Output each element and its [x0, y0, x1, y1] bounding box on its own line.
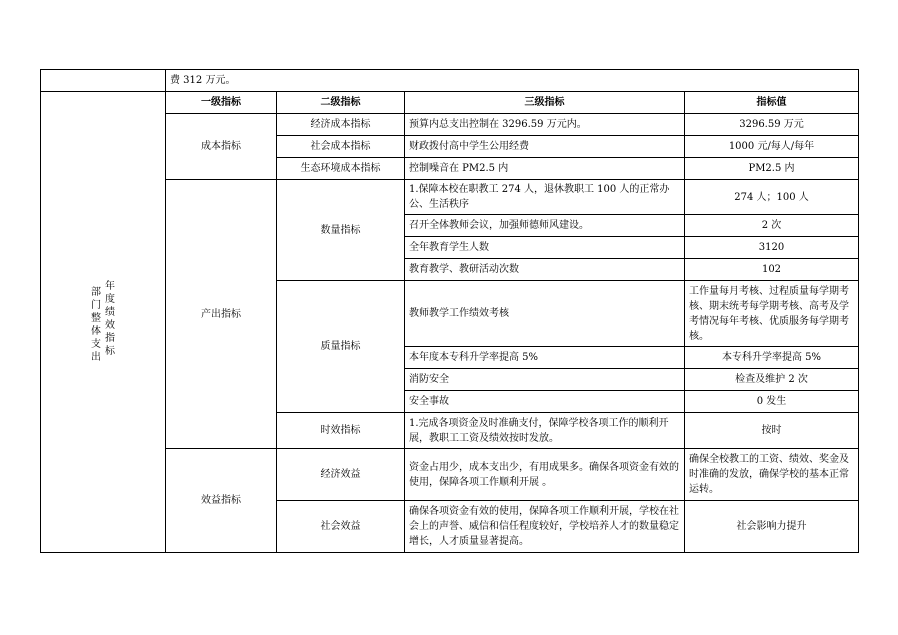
vertical-char: 年 — [105, 281, 115, 292]
value-cell: 0 发生 — [685, 391, 859, 413]
level3-cell: 确保各项资金有效的使用，保障各项工作顺利开展，学校在社会上的声誉、威信和信任程度较好，学校培养人才的数量稳定增长，人才质量显著提高。 — [405, 501, 685, 553]
level3-cell: 教育教学、教研活动次数 — [405, 259, 685, 281]
level3-cell: 控制噪音在 PM2.5 内 — [405, 158, 685, 180]
level2-cell: 生态环境成本指标 — [277, 158, 405, 180]
level3-cell: 财政拨付高中学生公用经费 — [405, 136, 685, 158]
value-cell: 3296.59 万元 — [685, 114, 859, 136]
value-cell: 工作量每月考核、过程质量每学期考核、期末统考每学期考核、高考及学考情况每年考核、优质服务每学期考核。 — [685, 281, 859, 347]
level3-cell: 1.完成各项资金及时准确支付，保障学校各项工作的顺利开展，教职工工资及绩效按时发放。 — [405, 413, 685, 449]
level2-quality: 质量指标 — [277, 281, 405, 413]
vertical-char: 门 — [91, 300, 101, 311]
level2-cell: 社会成本指标 — [277, 136, 405, 158]
table-row — [41, 70, 859, 92]
level3-cell: 教师教学工作绩效考核 — [405, 281, 685, 347]
vertical-char: 指 — [105, 333, 115, 344]
side-label-col-b — [105, 280, 115, 364]
vertical-char: 效 — [105, 320, 115, 331]
side-label-cell — [41, 92, 166, 553]
level3-cell: 本年度本专科升学率提高 5% — [405, 347, 685, 369]
level3-cell: 资金占用少，成本支出少，有用成果多。确保各项资金有效的使用，保障各项工作顺利开展 。 — [405, 449, 685, 501]
vertical-char: 出 — [91, 352, 101, 363]
performance-table — [40, 69, 859, 553]
vertical-char: 绩 — [105, 307, 115, 318]
value-cell: 3120 — [685, 237, 859, 259]
value-cell: 本专科升学率提高 5% — [685, 347, 859, 369]
value-cell: 按时 — [685, 413, 859, 449]
vertical-char: 支 — [91, 339, 101, 350]
continued-text: 费 312 万元。 — [166, 70, 859, 92]
level3-cell: 预算内总支出控制在 3296.59 万元内。 — [405, 114, 685, 136]
vertical-char: 部 — [91, 287, 101, 298]
vertical-char: 整 — [91, 313, 101, 324]
level3-cell: 全年教育学生人数 — [405, 237, 685, 259]
vertical-char: 度 — [105, 294, 115, 305]
vertical-side-label — [45, 280, 161, 364]
blank-cell — [41, 70, 166, 92]
level1-cost: 成本指标 — [166, 114, 277, 180]
header-row — [41, 92, 859, 114]
level3-cell: 消防安全 — [405, 369, 685, 391]
level2-quantity: 数量指标 — [277, 180, 405, 281]
level3-cell: 召开全体教师会议，加强师德师风建设。 — [405, 215, 685, 237]
vertical-char: 标 — [105, 346, 115, 357]
value-cell: 确保全校教工的工资、绩效、奖金及时准确的发放，确保学校的基本正常运转。 — [685, 449, 859, 501]
level2-economic: 经济效益 — [277, 449, 405, 501]
level3-cell: 安全事故 — [405, 391, 685, 413]
vertical-char: 体 — [91, 326, 101, 337]
level3-cell: 1.保障本校在职教工 274 人，退休教职工 100 人的正常办公、生活秩序 — [405, 180, 685, 215]
level1-output: 产出指标 — [166, 180, 277, 449]
level1-benefit: 效益指标 — [166, 449, 277, 553]
level2-timeliness: 时效指标 — [277, 413, 405, 449]
value-cell: 102 — [685, 259, 859, 281]
side-label-col-a — [91, 286, 101, 364]
value-cell: 274 人；100 人 — [685, 180, 859, 215]
header-level1: 一级指标 — [166, 92, 277, 114]
header-level2: 二级指标 — [277, 92, 405, 114]
value-cell: 检查及维护 2 次 — [685, 369, 859, 391]
value-cell: 社会影响力提升 — [685, 501, 859, 553]
level2-social: 社会效益 — [277, 501, 405, 553]
header-level3: 三级指标 — [405, 92, 685, 114]
value-cell: 1000 元/每人/每年 — [685, 136, 859, 158]
level2-cell: 经济成本指标 — [277, 114, 405, 136]
value-cell: PM2.5 内 — [685, 158, 859, 180]
value-cell: 2 次 — [685, 215, 859, 237]
header-value: 指标值 — [685, 92, 859, 114]
